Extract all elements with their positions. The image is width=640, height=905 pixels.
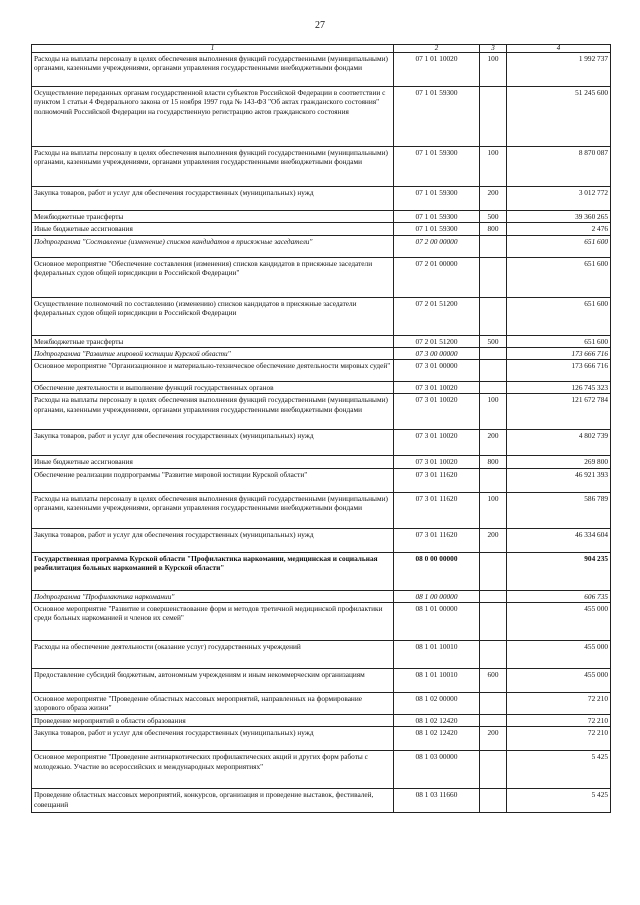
row-code-cell: 07 3 01 10020 [394,430,480,456]
page-number: 27 [315,20,325,31]
row-name-cell: Осуществление переданных органам государственной власти субъектов Российской Федерации в соответствии с пунктом 1 статьи 4 Федерального закона от 15 ноября 1997 года № 143-ФЗ "Об актах гражданского состояния" полномочий Российской Федерации на государственную регистрацию актов гражданского состояния [32,87,394,147]
row-amount-cell: 126 745 323 [507,382,611,394]
row-expense-type-cell [480,789,507,813]
row-code-cell: 08 1 01 10010 [394,669,480,693]
table-header-row [32,45,611,53]
table-row [32,87,611,147]
table-row [32,528,611,552]
table-row [32,468,611,492]
row-expense-type-cell [480,347,507,359]
row-amount-cell: 5 425 [507,789,611,813]
table-row [32,223,611,235]
table-row [32,693,611,715]
row-expense-type-cell [480,751,507,789]
row-name-cell: Межбюджетные трансферты [32,211,394,223]
row-expense-type-cell: 200 [480,528,507,552]
table-row [32,394,611,430]
table-row [32,641,611,669]
row-code-cell: 07 1 01 59300 [394,187,480,211]
row-amount-cell: 72 210 [507,715,611,727]
row-amount-cell: 904 235 [507,552,611,590]
row-expense-type-cell: 200 [480,187,507,211]
row-expense-type-cell: 500 [480,335,507,347]
table-row [32,347,611,359]
row-amount-cell: 269 800 [507,456,611,468]
table-row [32,211,611,223]
row-name-cell: Закупка товаров, работ и услуг для обеспечения государственных (муниципальных) нужд [32,187,394,211]
row-expense-type-cell: 100 [480,147,507,187]
table-row [32,335,611,347]
row-code-cell: 08 0 00 00000 [394,552,480,590]
budget-table [31,44,611,813]
row-name-cell: Закупка товаров, работ и услуг для обеспечения государственных (муниципальных) нужд [32,528,394,552]
row-code-cell: 07 3 01 10020 [394,382,480,394]
row-amount-cell: 72 210 [507,693,611,715]
table-row [32,235,611,257]
row-expense-type-cell [480,590,507,602]
table-row [32,590,611,602]
row-amount-cell: 8 870 087 [507,147,611,187]
row-code-cell: 07 3 01 10020 [394,456,480,468]
row-code-cell: 07 2 00 00000 [394,235,480,257]
row-code-cell: 08 1 03 00000 [394,751,480,789]
row-amount-cell: 455 000 [507,641,611,669]
row-amount-cell: 4 802 739 [507,430,611,456]
row-expense-type-cell [480,235,507,257]
row-name-cell: Иные бюджетные ассигнования [32,456,394,468]
header-col-2: 2 [394,45,480,53]
row-code-cell: 07 3 00 00000 [394,347,480,359]
table-row [32,715,611,727]
row-expense-type-cell [480,468,507,492]
row-expense-type-cell: 100 [480,492,507,528]
row-name-cell: Расходы на выплаты персоналу в целях обеспечения выполнения функций государственными (муниципальными) органами, казенными учреждениями, органами управления государственными внебюджетными фондами [32,147,394,187]
row-name-cell: Расходы на обеспечение деятельности (оказание услуг) государственных учреждений [32,641,394,669]
row-amount-cell: 5 425 [507,751,611,789]
table-row [32,669,611,693]
row-name-cell: Основное мероприятие "Развитие и совершенствование форм и методов третичной медицинской профилактики среди больных наркоманией и членов их семей" [32,603,394,641]
row-amount-cell: 651 600 [507,297,611,335]
row-expense-type-cell: 800 [480,456,507,468]
row-code-cell: 08 1 00 00000 [394,590,480,602]
row-amount-cell: 651 600 [507,257,611,297]
row-amount-cell: 46 921 393 [507,468,611,492]
row-name-cell: Обеспечение деятельности и выполнение функций государственных органов [32,382,394,394]
row-expense-type-cell [480,382,507,394]
row-expense-type-cell [480,360,507,382]
row-code-cell: 08 1 03 11660 [394,789,480,813]
row-code-cell: 07 1 01 10020 [394,53,480,87]
row-expense-type-cell: 200 [480,727,507,751]
row-name-cell: Расходы на выплаты персоналу в целях обеспечения выполнения функций государственными (муниципальными) органами, казенными учреждениями, органами управления государственными внебюджетными фондами [32,53,394,87]
row-amount-cell: 651 600 [507,235,611,257]
table-row [32,456,611,468]
row-amount-cell: 39 360 265 [507,211,611,223]
header-col-3: 3 [480,45,507,53]
table-row [32,492,611,528]
row-code-cell: 07 1 01 59300 [394,147,480,187]
table-row [32,147,611,187]
row-name-cell: Государственная программа Курской области "Профилактика наркомании, медицинская и социальная реабилитация больных наркоманией в Курской области" [32,552,394,590]
row-code-cell: 08 1 02 00000 [394,693,480,715]
row-name-cell: Основное мероприятие "Организационное и материально-техническое обеспечение деятельности мировых судей" [32,360,394,382]
row-code-cell: 07 3 01 11620 [394,468,480,492]
row-amount-cell: 651 600 [507,335,611,347]
table-row [32,727,611,751]
row-amount-cell: 455 000 [507,669,611,693]
row-name-cell: Иные бюджетные ассигнования [32,223,394,235]
row-expense-type-cell: 100 [480,53,507,87]
table-row [32,552,611,590]
row-name-cell: Расходы на выплаты персоналу в целях обеспечения выполнения функций государственными (муниципальными) органами, казенными учреждениями, органами управления государственными внебюджетными фондами [32,492,394,528]
row-code-cell: 08 1 01 00000 [394,603,480,641]
row-name-cell: Основное мероприятие "Проведение антинаркотических профилактических акций и других форм работы с молодежью. Участие во всероссийских и международных мероприятиях" [32,751,394,789]
table-row [32,297,611,335]
row-name-cell: Основное мероприятие "Обеспечение составления (изменения) списков кандидатов в присяжные заседатели федеральных судов общей юрисдикции в Российской Федерации" [32,257,394,297]
row-code-cell: 08 1 01 10010 [394,641,480,669]
row-amount-cell: 1 992 737 [507,53,611,87]
row-code-cell: 07 2 01 51200 [394,335,480,347]
row-expense-type-cell [480,257,507,297]
row-code-cell: 08 1 02 12420 [394,715,480,727]
row-code-cell: 07 2 01 00000 [394,257,480,297]
row-expense-type-cell [480,552,507,590]
row-expense-type-cell [480,641,507,669]
row-code-cell: 07 3 01 10020 [394,394,480,430]
row-amount-cell: 121 672 784 [507,394,611,430]
header-col-4: 4 [507,45,611,53]
row-code-cell: 07 2 01 51200 [394,297,480,335]
row-name-cell: Закупка товаров, работ и услуг для обеспечения государственных (муниципальных) нужд [32,727,394,751]
row-code-cell: 07 1 01 59300 [394,87,480,147]
row-name-cell: Межбюджетные трансферты [32,335,394,347]
row-name-cell: Осуществление полномочий по составлению (изменению) списков кандидатов в присяжные заседатели федеральных судов общей юрисдикции в Российской Федерации [32,297,394,335]
row-expense-type-cell [480,693,507,715]
row-name-cell: Проведение мероприятий в области образования [32,715,394,727]
row-amount-cell: 173 666 716 [507,360,611,382]
row-expense-type-cell [480,715,507,727]
row-name-cell: Подпрограмма "Составление (изменение) списков кандидатов в присяжные заседатели" [32,235,394,257]
row-name-cell: Закупка товаров, работ и услуг для обеспечения государственных (муниципальных) нужд [32,430,394,456]
row-name-cell: Проведение областных массовых мероприятий, конкурсов, организация и проведение выставок, фестивалей, совещаний [32,789,394,813]
row-name-cell: Подпрограмма "Развитие мировой юстиции Курской области" [32,347,394,359]
row-expense-type-cell: 800 [480,223,507,235]
row-amount-cell: 3 012 772 [507,187,611,211]
row-code-cell: 07 1 01 59300 [394,211,480,223]
table-row [32,789,611,813]
table-row [32,257,611,297]
table-row [32,53,611,87]
row-amount-cell: 46 334 604 [507,528,611,552]
row-amount-cell: 2 476 [507,223,611,235]
row-expense-type-cell: 600 [480,669,507,693]
row-code-cell: 07 1 01 59300 [394,223,480,235]
row-code-cell: 07 3 01 00000 [394,360,480,382]
row-name-cell: Обеспечение реализации подпрограммы "Развитие мировой юстиции Курской области" [32,468,394,492]
row-amount-cell: 51 245 600 [507,87,611,147]
row-expense-type-cell: 500 [480,211,507,223]
row-code-cell: 08 1 02 12420 [394,727,480,751]
row-amount-cell: 586 789 [507,492,611,528]
row-expense-type-cell: 100 [480,394,507,430]
row-name-cell: Основное мероприятие "Проведение областных массовых мероприятий, направленных на формирование здорового образа жизни" [32,693,394,715]
table-row [32,430,611,456]
row-name-cell: Подпрограмма "Профилактика наркомании" [32,590,394,602]
row-name-cell: Предоставление субсидий бюджетным, автономным учреждениям и иным некоммерческим организациям [32,669,394,693]
row-name-cell: Расходы на выплаты персоналу в целях обеспечения выполнения функций государственными (муниципальными) органами, казенными учреждениями, органами управления государственными внебюджетными фондами [32,394,394,430]
row-amount-cell: 173 666 716 [507,347,611,359]
row-expense-type-cell [480,603,507,641]
row-amount-cell: 72 210 [507,727,611,751]
row-amount-cell: 455 000 [507,603,611,641]
header-col-1: 1 [32,45,394,53]
row-code-cell: 07 3 01 11620 [394,492,480,528]
row-expense-type-cell: 200 [480,430,507,456]
row-expense-type-cell [480,87,507,147]
row-expense-type-cell [480,297,507,335]
table-row [32,751,611,789]
table-row [32,382,611,394]
row-amount-cell: 606 735 [507,590,611,602]
table-row [32,360,611,382]
table-row [32,603,611,641]
row-code-cell: 07 3 01 11620 [394,528,480,552]
table-row [32,187,611,211]
